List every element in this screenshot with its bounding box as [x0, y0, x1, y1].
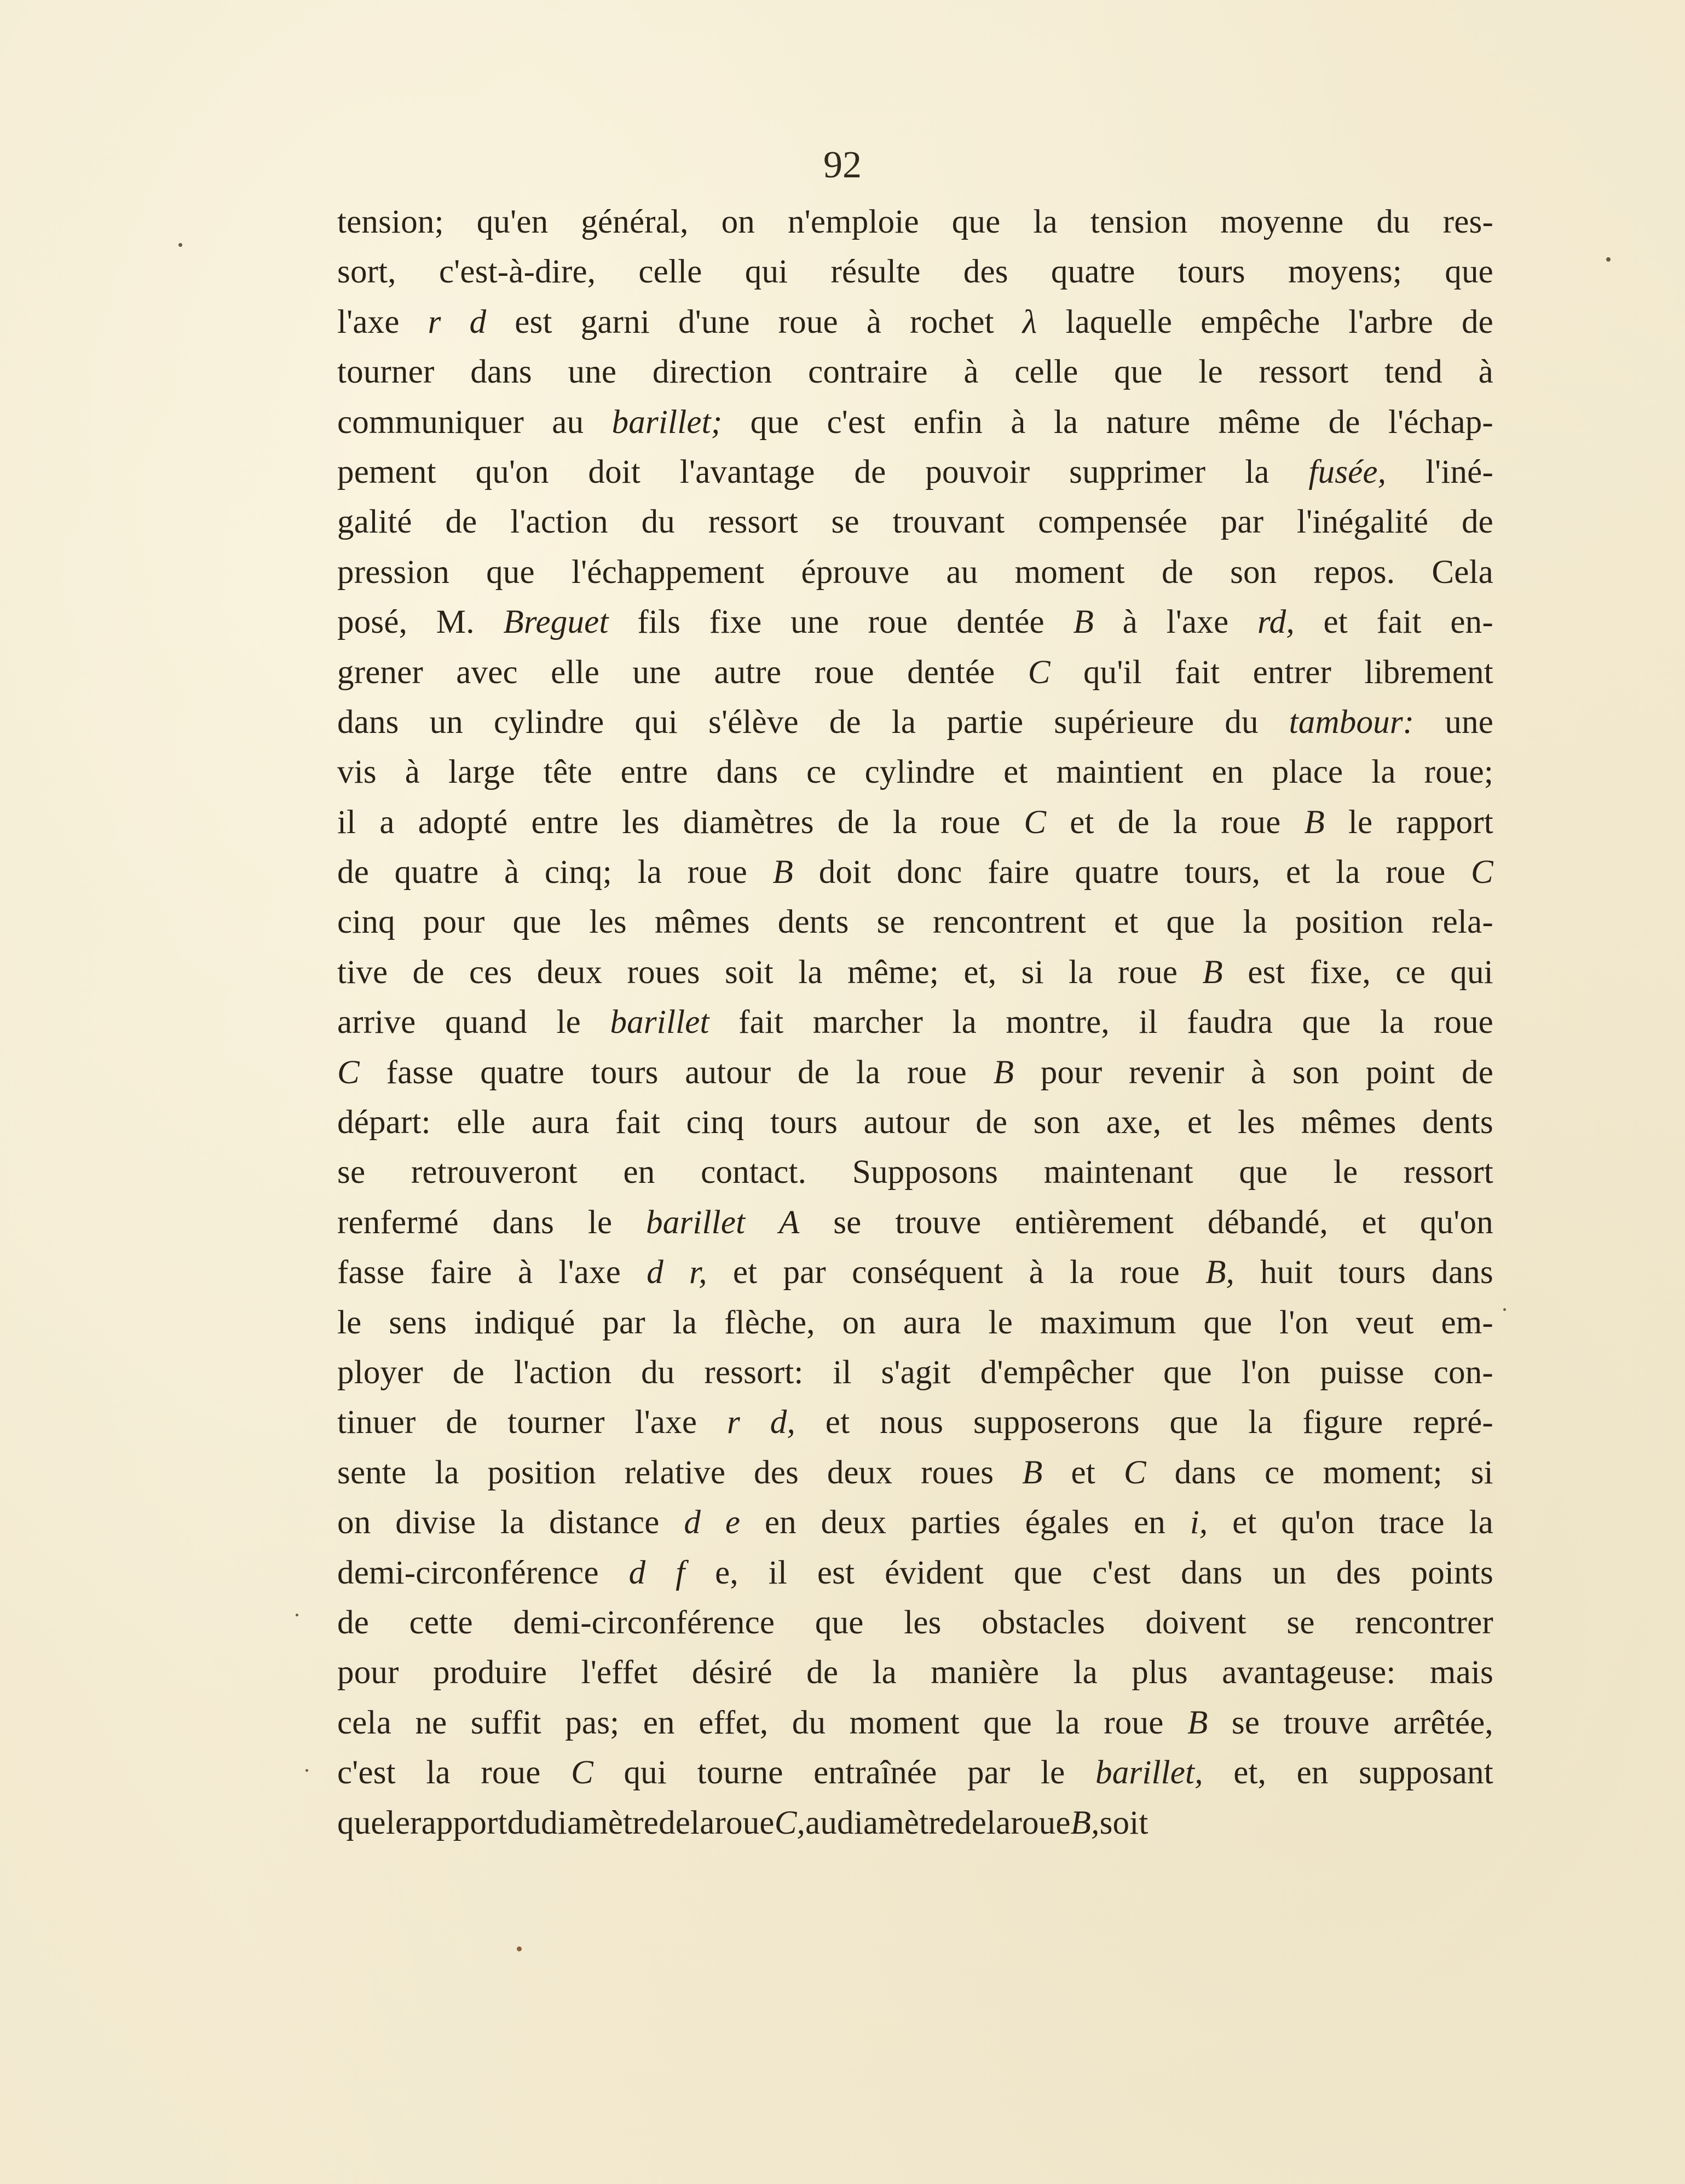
paper-speck — [1503, 1308, 1506, 1311]
text-line: pour produire l'effet désiré de la manière la plus avantageuse: mais — [337, 1654, 1493, 1691]
text-line: C fasse quatre tours autour de la roue B pour revenir à son point de — [337, 1054, 1493, 1091]
text-line: de cette demi-circonférence que les obstacles doivent se rencontrer — [337, 1604, 1493, 1641]
text-line: le sens indiqué par la flèche, on aura le maximum que l'on veut em- — [337, 1304, 1493, 1341]
text-line: dans un cylindre qui s'élève de la partie supérieure du tambour: une — [337, 703, 1493, 741]
text-line: vis à large tête entre dans ce cylindre et maintient en place la roue; — [337, 754, 1493, 791]
text-line: sort, c'est-à-dire, celle qui résulte des quatre tours moyens; que — [337, 253, 1493, 291]
text-line: tive de ces deux roues soit la même; et, si la roue B est fixe, ce qui — [337, 954, 1493, 991]
text-line: que le rapport du diamètre de la roue C, au diamètre de la roue B, soit — [337, 1804, 1149, 1841]
text-line: tinuer de tourner l'axe r d, et nous supposerons que la figure repré- — [337, 1404, 1493, 1441]
text-line: pement qu'on doit l'avantage de pouvoir supprimer la fusée, l'iné- — [337, 453, 1493, 490]
text-line: sente la position relative des deux roues B et C dans ce moment; si — [337, 1454, 1493, 1491]
paper-speck — [305, 1769, 308, 1772]
text-line: l'axe r d est garni d'une roue à rochet λ laquelle empêche l'arbre de — [337, 303, 1493, 340]
text-line: cela ne suffit pas; en effet, du moment que la roue B se trouve arrêtée, — [337, 1704, 1493, 1741]
text-line: posé, M. Breguet fils fixe une roue dentée B à l'axe rd, et fait en- — [337, 604, 1493, 641]
paper-speck — [178, 243, 182, 247]
text-line: se retrouveront en contact. Supposons maintenant que le ressort — [337, 1154, 1493, 1191]
text-line: grener avec elle une autre roue dentée C qu'il fait entrer librement — [337, 654, 1493, 691]
text-line: de quatre à cinq; la roue B doit donc faire quatre tours, et la roue C — [337, 854, 1493, 891]
text-line: arrive quand le barillet fait marcher la montre, il faudra que la roue — [337, 1004, 1493, 1041]
text-line: départ: elle aura fait cinq tours autour de son axe, et les mêmes dents — [337, 1104, 1493, 1141]
body-text — [337, 197, 1493, 1848]
text-line: ployer de l'action du ressort: il s'agit d'empêcher que l'on puisse con- — [337, 1354, 1493, 1391]
paper-speck — [1606, 257, 1611, 262]
text-line: tourner dans une direction contraire à celle que le ressort tend à — [337, 354, 1493, 391]
text-line: galité de l'action du ressort se trouvant compensée par l'inégalité de — [337, 504, 1493, 541]
text-line: pression que l'échappement éprouve au moment de son repos. Cela — [337, 553, 1493, 591]
page-number: 92 — [823, 144, 862, 186]
text-line: on divise la distance d e en deux parties égales en i, et qu'on trace la — [337, 1504, 1493, 1541]
text-line: renfermé dans le barillet A se trouve entièrement débandé, et qu'on — [337, 1204, 1493, 1241]
text-line: c'est la roue C qui tourne entraînée par le barillet, et, en supposant — [337, 1754, 1493, 1792]
paper-speck — [517, 1946, 522, 1951]
paper-speck — [296, 1614, 298, 1616]
text-line: demi-circonférence d f e, il est évident que c'est dans un des points — [337, 1554, 1493, 1591]
text-line: cinq pour que les mêmes dents se rencontrent et que la position rela- — [337, 904, 1493, 941]
text-line: tension; qu'en général, on n'emploie que la tension moyenne du res- — [337, 204, 1493, 240]
text-line: fasse faire à l'axe d r, et par conséquent à la roue B, huit tours dans — [337, 1254, 1493, 1291]
text-line: communiquer au barillet; que c'est enfin à la nature même de l'échap- — [337, 403, 1493, 441]
text-line: il a adopté entre les diamètres de la roue C et de la roue B le rapport — [337, 804, 1493, 841]
